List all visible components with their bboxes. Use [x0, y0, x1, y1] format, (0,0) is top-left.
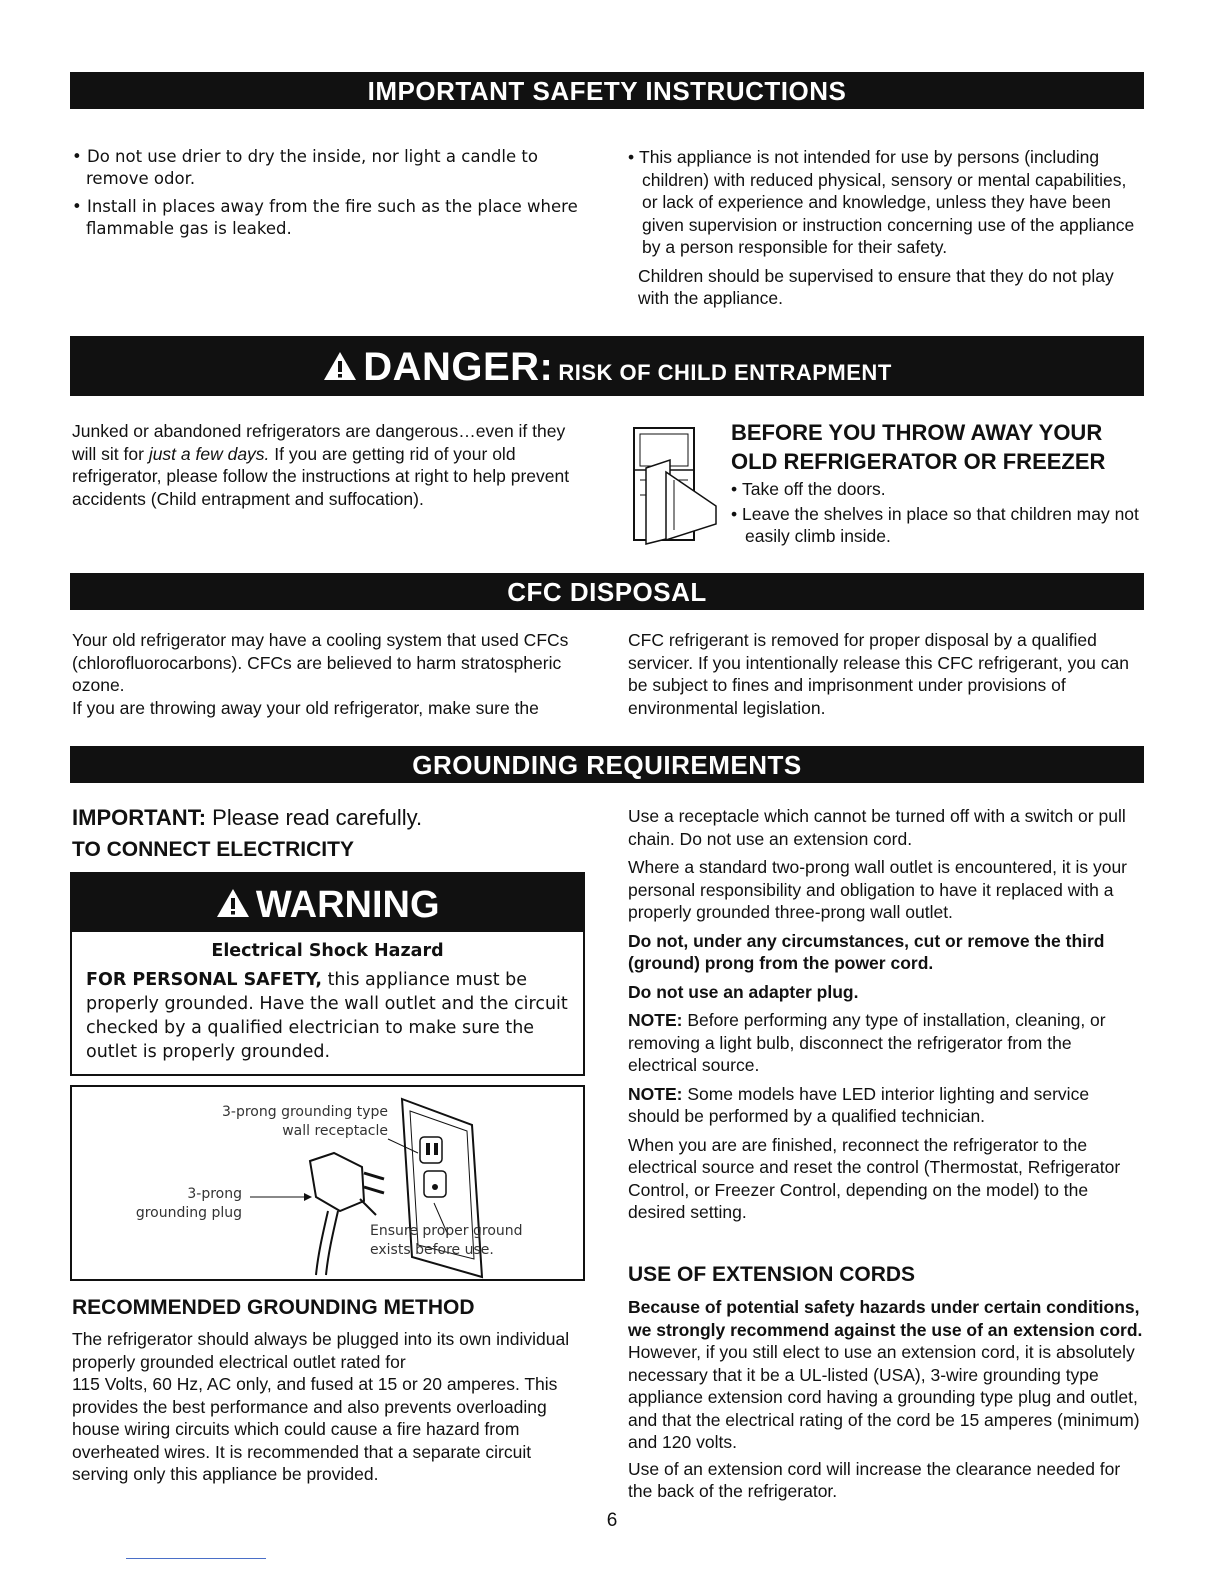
- safety-right-column: [628, 146, 1144, 316]
- method-text: [72, 1328, 592, 1486]
- warning-header: [72, 874, 583, 932]
- important-label: IMPORTANT:: [72, 805, 207, 830]
- grounding-right-column: [628, 805, 1144, 1230]
- extension-p2: Use of an extension cord will increase the clearance needed for the back of the refrigerator.: [628, 1458, 1121, 1501]
- footer-rule: [126, 1558, 266, 1559]
- label-plug-1: 3-prong: [187, 1186, 242, 1202]
- danger-intro-italic: just a few days.: [148, 443, 270, 464]
- grounding-bold-1: Do not, under any circumstances, cut or remove the third (ground) prong from the power cord.: [628, 930, 1105, 973]
- safety-banner: IMPORTANT SAFETY INSTRUCTIONS: [70, 72, 1144, 109]
- note-2-text: Some models have LED interior lighting and service should be performed by a qualified technician.: [628, 1083, 1090, 1126]
- extension-text: [628, 1296, 1144, 1503]
- grounding-bold-2: Do not use an adapter plug.: [628, 981, 859, 1002]
- cfc-left-p1: Your old refrigerator may have a cooling system that used CFCs (chlorofluorocarbons). CFCs are believed to harm stratospheric ozone.: [72, 630, 569, 695]
- safety-bold: FOR PERSONAL SAFETY,: [86, 970, 322, 990]
- safety-right-bullet: • This appliance is not intended for use by persons (including children) with reduced physical, sensory or mental capabilities, or lack of experience and knowledge, unless they have been given supervision or instruction concerning use of the appliance by a person responsible for their safety.: [628, 146, 1144, 259]
- note-1-label: NOTE:: [628, 1010, 683, 1030]
- cfc-left-p2: If you are throwing away your old refrigerator, make sure the: [72, 697, 539, 718]
- note-1-text: Before performing any type of installation, cleaning, or removing a light bulb, disconnect the refrigerator from the electrical source.: [628, 1010, 1106, 1075]
- important-text: Please read carefully.: [206, 805, 423, 830]
- danger-intro-a: Junked or abandoned refrigerators are dangerous…even if they will sit for: [72, 421, 566, 464]
- safety-text: this appliance must be properly grounded. Have the wall outlet and the circuit checked by a qualified electrician to make sure the outlet is properly grounded.: [86, 970, 568, 1062]
- grounding-right-p3: When you are are finished, reconnect the refrigerator to the electrical source and reset the control (Thermostat, Refrigerator Control, or Freezer Control, depending on the model) to the desired setting.: [628, 1134, 1121, 1222]
- warning-triangle-icon: [322, 350, 358, 382]
- connect-heading: TO CONNECT ELECTRICITY: [72, 838, 354, 861]
- extension-bold: Because of potential safety hazards under certain conditions, we strongly recommend against the use of an extension cord.: [628, 1297, 1143, 1340]
- hazard-title: Electrical Shock Hazard: [211, 941, 444, 961]
- note-2: [628, 1083, 1144, 1128]
- danger-banner: [70, 336, 1144, 396]
- safety-left-bullet-1: • Do not use drier to dry the inside, nor light a candle to remove odor.: [72, 146, 592, 190]
- cfc-right-p: CFC refrigerant is removed for proper disposal by a qualified servicer. If you intentionally release this CFC refrigerant, you can be subject to fines and imprisonment under provisions of environmental legislation.: [628, 630, 1129, 718]
- warning-box: [70, 872, 585, 1076]
- note-1: [628, 1009, 1144, 1077]
- important-line: [72, 804, 592, 832]
- outlet-figure-box: [70, 1085, 585, 1281]
- method-p1: The refrigerator should always be plugged into its own individual properly grounded electrical outlet rated for: [72, 1329, 570, 1372]
- danger-bullet-2: • Leave the shelves in place so that children may not easily climb inside.: [731, 503, 1151, 548]
- grounding-banner: GROUNDING REQUIREMENTS: [70, 746, 1144, 783]
- method-p2: 115 Volts, 60 Hz, AC only, and fused at 15 or 20 amperes. This provides the best performance and also prevents overloading house wiring circuits which could cause a fire hazard from overheated wires. It is recommended that a separate circuit serving only this appliance be provided.: [72, 1374, 558, 1484]
- grounding-right-p2: Where a standard two-prong wall outlet is encountered, it is your personal responsibility and obligation to have it replaced with a properly grounded three-prong wall outlet.: [628, 857, 1128, 922]
- warning-word: WARNING: [255, 884, 440, 926]
- safety-text-block: [72, 962, 583, 1064]
- danger-word: DANGER:: [363, 345, 554, 389]
- label-plug-2: grounding plug: [135, 1205, 242, 1221]
- warning-triangle-icon: [215, 887, 251, 919]
- grounding-right-p1: Use a receptacle which cannot be turned off with a switch or pull chain. Do not use an extension cord.: [628, 806, 1126, 849]
- extension-body: However, if you still elect to use an extension cord, it is absolutely necessary that it be a UL-listed (USA), 3-wire grounding type appliance extension cord having a grounding type plug and outlet, and that the electrical rating of the cord be 15 amperes (minimum) and 120 volts.: [628, 1342, 1140, 1452]
- refrigerator-illustration: [626, 420, 722, 550]
- method-heading: RECOMMENDED GROUNDING METHOD: [72, 1296, 475, 1319]
- note-2-label: NOTE:: [628, 1083, 683, 1104]
- danger-intro-b: If you are getting rid of your old refrigerator, please follow the instructions at right to help prevent accidents (Child entrapment and suffocation).: [72, 443, 570, 509]
- label-receptacle: 3-prong grounding type wall receptacle: [222, 1104, 388, 1139]
- page-number: 6: [606, 1510, 618, 1531]
- danger-subtitle: RISK OF CHILD ENTRAPMENT: [558, 360, 892, 385]
- safety-left-bullet-2: • Install in places away from the fire such as the place where flammable gas is leaked.: [72, 196, 592, 240]
- danger-right-column: [731, 418, 1151, 548]
- danger-heading: BEFORE YOU THROW AWAY YOUR OLD REFRIGERATOR OR FREEZER: [731, 420, 1106, 474]
- safety-left-column: [72, 146, 592, 246]
- label-ensure-1: Ensure proper ground: [370, 1223, 523, 1239]
- cfc-banner: CFC DISPOSAL: [70, 573, 1144, 610]
- cfc-right-column: [628, 629, 1144, 725]
- label-ensure-2: exists before use.: [370, 1242, 494, 1258]
- danger-intro: [72, 420, 592, 516]
- safety-right-note: Children should be supervised to ensure that they do not play with the appliance.: [638, 265, 1114, 308]
- danger-bullet-1: • Take off the doors.: [731, 478, 1151, 501]
- extension-heading: USE OF EXTENSION CORDS: [628, 1263, 916, 1286]
- cfc-left-column: [72, 629, 592, 719]
